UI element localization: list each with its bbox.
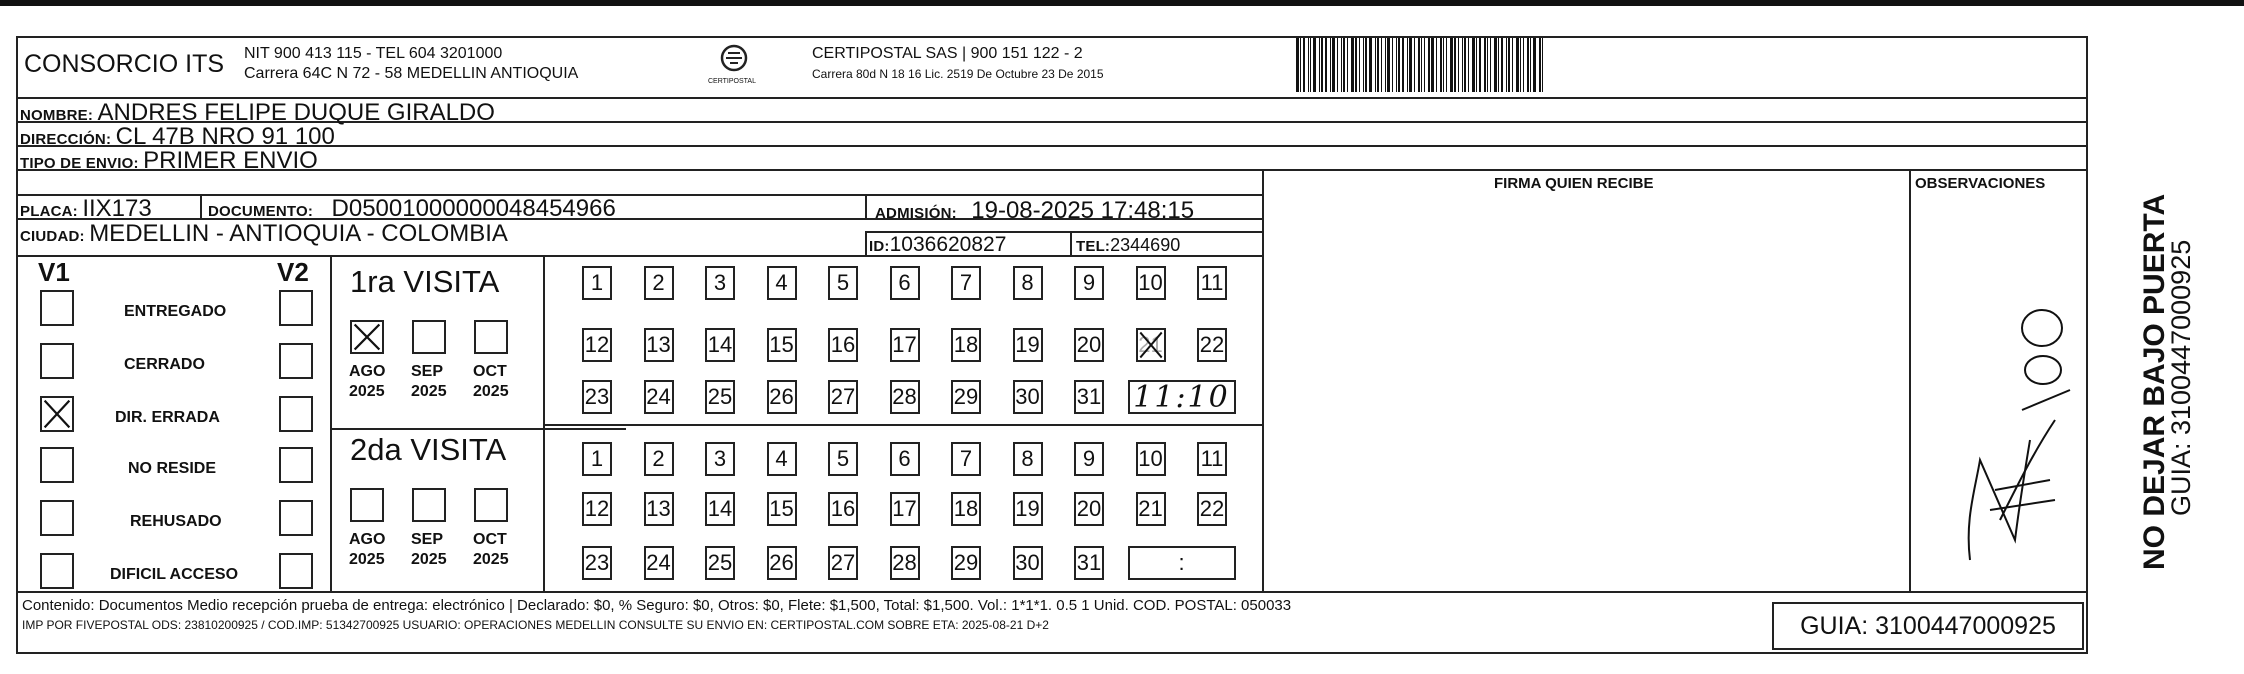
day-box[interactable]: 13 — [644, 328, 674, 362]
tel-row — [1076, 236, 1180, 255]
month-label: OCT — [473, 531, 507, 548]
company-address: Carrera 64C N 72 - 58 MEDELLIN ANTIOQUIA — [244, 65, 579, 82]
month-checkbox[interactable] — [474, 488, 508, 522]
day-box[interactable]: 31 — [1074, 546, 1104, 580]
day-box[interactable]: 6 — [890, 442, 920, 476]
day-box[interactable]: 7 — [951, 266, 981, 300]
year-label: 2025 — [473, 551, 509, 568]
documento-row — [208, 197, 616, 221]
day-box[interactable]: 28 — [890, 546, 920, 580]
day-box[interactable]: 8 — [1013, 266, 1043, 300]
day-box[interactable]: 5 — [828, 442, 858, 476]
guia-box: GUIA: 3100447000925 — [1772, 602, 2084, 650]
day-box[interactable]: 13 — [644, 492, 674, 526]
day-box[interactable]: 6 — [890, 266, 920, 300]
v1-label: V1 — [38, 257, 70, 287]
status-label: CERRADO — [124, 356, 205, 373]
day-box[interactable]: 21 — [1136, 328, 1166, 362]
day-box[interactable]: 26 — [767, 380, 797, 414]
day-box[interactable]: 5 — [828, 266, 858, 300]
v2-checkbox[interactable] — [279, 500, 313, 536]
tipo-label: TIPO DE ENVIO: — [20, 155, 139, 172]
day-box[interactable]: 25 — [705, 380, 735, 414]
month-label: AGO — [349, 531, 386, 548]
v1-checkbox[interactable] — [40, 396, 74, 432]
day-box[interactable]: 30 — [1013, 380, 1043, 414]
month-label: SEP — [411, 531, 444, 548]
side-warning: NO DEJAR BAJO PUERTA — [2138, 193, 2171, 570]
observaciones-header: OBSERVACIONES — [1915, 175, 2046, 192]
day-box[interactable]: 20 — [1074, 492, 1104, 526]
placa-value: IIX173 — [82, 195, 152, 222]
day-box[interactable]: 3 — [705, 266, 735, 300]
day-box[interactable]: 21 — [1136, 492, 1166, 526]
day-box[interactable]: 27 — [828, 380, 858, 414]
year-label: 2025 — [411, 383, 447, 400]
day-box[interactable]: 23 — [582, 546, 612, 580]
month-label: OCT — [473, 363, 507, 380]
v2-checkbox[interactable] — [279, 553, 313, 589]
time-box[interactable]: : — [1128, 546, 1236, 580]
status-label: NO RESIDE — [128, 460, 217, 477]
day-box[interactable]: 8 — [1013, 442, 1043, 476]
direccion-label: DIRECCIÓN: — [20, 131, 112, 148]
day-box[interactable]: 25 — [705, 546, 735, 580]
month-checkbox[interactable] — [350, 320, 384, 354]
documento-label: DOCUMENTO: — [208, 203, 314, 220]
side-guia: GUIA: 3100447000925 — [2166, 239, 2196, 516]
month-checkbox[interactable] — [474, 320, 508, 354]
year-label: 2025 — [349, 551, 385, 568]
month-label: AGO — [349, 363, 386, 380]
v2-label: V2 — [277, 257, 309, 287]
month-checkbox[interactable] — [412, 320, 446, 354]
certipostal-name: CERTIPOSTAL SAS | 900 151 122 - 2 — [812, 45, 1083, 62]
day-box[interactable]: 27 — [828, 546, 858, 580]
day-box[interactable]: 1 — [582, 266, 612, 300]
nombre-label: NOMBRE: — [20, 107, 94, 124]
firma-header: FIRMA QUIEN RECIBE — [1494, 175, 1654, 192]
day-box[interactable]: 24 — [644, 546, 674, 580]
day-box[interactable]: 22 — [1197, 492, 1227, 526]
day-box[interactable]: 20 — [1074, 328, 1104, 362]
ciudad-label: CIUDAD: — [20, 228, 85, 245]
v2-checkbox[interactable] — [279, 396, 313, 432]
tipo-row — [20, 149, 318, 173]
certipostal-address: Carrera 80d N 18 16 Lic. 2519 De Octubre 23 De 2015 — [812, 67, 1104, 81]
first-visit-title: 1ra VISITA — [350, 264, 500, 299]
day-box[interactable]: 26 — [767, 546, 797, 580]
direccion-row — [20, 125, 335, 149]
day-box[interactable]: 14 — [705, 328, 735, 362]
ciudad-value: MEDELLIN - ANTIOQUIA - COLOMBIA — [89, 220, 508, 247]
day-box[interactable]: 9 — [1074, 266, 1104, 300]
day-box[interactable]: 11 — [1197, 266, 1227, 300]
tel-value: 2344690 — [1110, 235, 1181, 255]
day-box[interactable]: 16 — [828, 492, 858, 526]
footer-line1: Contenido: Documentos Medio recepción prueba de entrega: electrónico | Declarado: $0, % Seguro: $0, Otros: $0, Flete: $1,500, Total: $1,500. Vol.: 1*1*1. 0.5 1 Unid. COD. POSTAL: 050033 — [22, 597, 1292, 614]
id-row — [869, 234, 1006, 255]
ciudad-row — [20, 222, 508, 246]
tel-label: TEL: — [1076, 238, 1111, 255]
second-visit-title: 2da VISITA — [350, 432, 507, 467]
nombre-row — [20, 101, 495, 125]
v1-checkbox[interactable] — [40, 343, 74, 379]
day-box[interactable]: 24 — [644, 380, 674, 414]
v2-checkbox[interactable] — [279, 447, 313, 483]
day-box[interactable]: 11 — [1197, 442, 1227, 476]
month-label: SEP — [411, 363, 444, 380]
day-box[interactable]: 12 — [582, 492, 612, 526]
day-box[interactable]: 31 — [1074, 380, 1104, 414]
day-box[interactable]: 29 — [951, 380, 981, 414]
day-box[interactable]: 29 — [951, 546, 981, 580]
v1-checkbox[interactable] — [40, 500, 74, 536]
day-box[interactable]: 10 — [1136, 266, 1166, 300]
top-border — [0, 0, 2244, 6]
v1-checkbox[interactable] — [40, 447, 74, 483]
day-box[interactable]: 16 — [828, 328, 858, 362]
day-box[interactable]: 19 — [1013, 492, 1043, 526]
v1-checkbox[interactable] — [40, 553, 74, 589]
footer-line2: IMP POR FIVEPOSTAL ODS: 23810200925 / COD.IMP: 51342700925 USUARIO: OPERACIONES MEDELLIN CONSULTE SU ENVIO EN: CERTIPOSTAL.COM SOBRE ETA: 2025-08-21 D+2 — [22, 618, 1049, 632]
day-box[interactable]: 4 — [767, 442, 797, 476]
company-nit: NIT 900 413 115 - TEL 604 3201000 — [244, 45, 503, 62]
day-box[interactable]: 1 — [582, 442, 612, 476]
id-label: ID: — [869, 238, 890, 255]
year-label: 2025 — [473, 383, 509, 400]
admision-row — [875, 199, 1194, 223]
day-box[interactable]: 23 — [582, 380, 612, 414]
logo-caption: CERTIPOSTAL — [708, 78, 756, 85]
placa-label: PLACA: — [20, 203, 78, 220]
day-box[interactable]: 19 — [1013, 328, 1043, 362]
v2-checkbox[interactable] — [279, 343, 313, 379]
v2-checkbox[interactable] — [279, 290, 313, 326]
day-box[interactable]: 18 — [951, 492, 981, 526]
placa-row — [20, 197, 152, 221]
company-name: CONSORCIO ITS — [24, 50, 225, 78]
day-box[interactable]: 22 — [1197, 328, 1227, 362]
day-box[interactable]: 17 — [890, 328, 920, 362]
status-label: DIFICIL ACCESO — [110, 566, 239, 583]
documento-value: D05001000000048454966 — [331, 195, 616, 222]
day-box[interactable]: 28 — [890, 380, 920, 414]
nombre-value: ANDRES FELIPE DUQUE GIRALDO — [97, 99, 495, 126]
day-box[interactable]: 7 — [951, 442, 981, 476]
year-label: 2025 — [349, 383, 385, 400]
year-label: 2025 — [411, 551, 447, 568]
status-label: DIR. ERRADA — [115, 409, 220, 426]
admision-value: 19-08-2025 17:48:15 — [971, 197, 1195, 224]
id-value: 1036620827 — [889, 233, 1007, 256]
day-box[interactable]: 3 — [705, 442, 735, 476]
day-box[interactable]: 4 — [767, 266, 797, 300]
day-box[interactable]: 17 — [890, 492, 920, 526]
status-label: ENTREGADO — [124, 303, 227, 320]
day-box[interactable]: 12 — [582, 328, 612, 362]
day-box[interactable]: 30 — [1013, 546, 1043, 580]
day-box[interactable]: 14 — [705, 492, 735, 526]
handwritten-observation — [1940, 240, 2090, 580]
day-box[interactable]: 15 — [767, 328, 797, 362]
admision-label: ADMISIÓN: — [875, 205, 957, 222]
day-box[interactable]: 9 — [1074, 442, 1104, 476]
direccion-value: CL 47B NRO 91 100 — [115, 123, 335, 150]
month-checkbox[interactable] — [350, 488, 384, 522]
day-box[interactable]: 2 — [644, 442, 674, 476]
tipo-value: PRIMER ENVIO — [143, 147, 318, 174]
v1-checkbox[interactable] — [40, 290, 74, 326]
time-box[interactable]: 11:10 — [1128, 380, 1236, 414]
day-box[interactable]: 2 — [644, 266, 674, 300]
month-checkbox[interactable] — [412, 488, 446, 522]
day-box[interactable]: 10 — [1136, 442, 1166, 476]
day-box[interactable]: 15 — [767, 492, 797, 526]
status-label: REHUSADO — [130, 513, 222, 530]
day-box[interactable]: 18 — [951, 328, 981, 362]
